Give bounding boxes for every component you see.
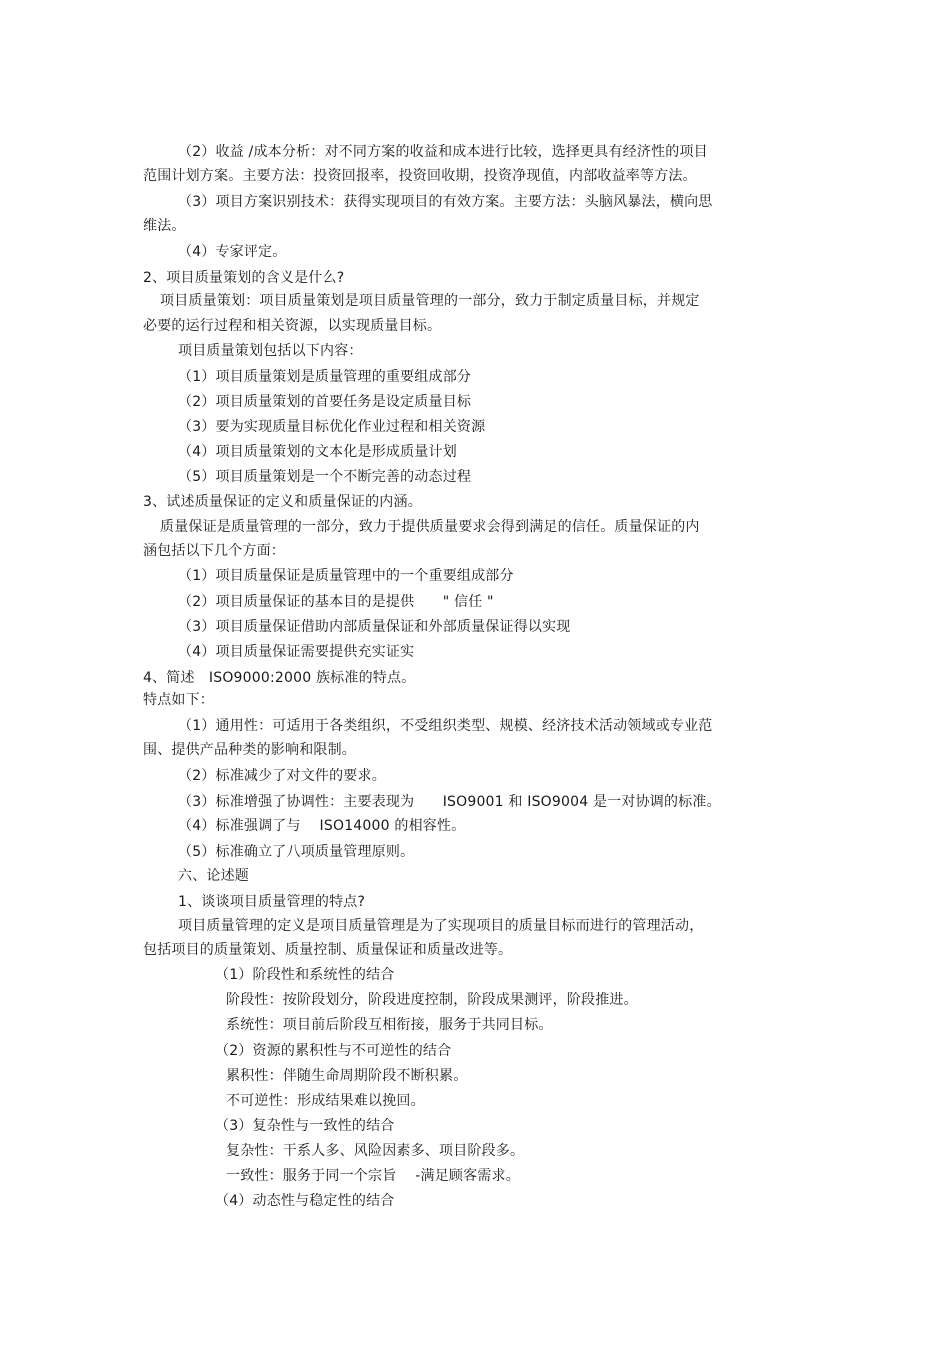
text-line: 围、提供产品种类的影响和限制。 bbox=[143, 742, 356, 758]
list-item: （3）复杂性与一致性的结合 bbox=[215, 1118, 395, 1134]
list-item: （5）标准确立了八项质量管理原则。 bbox=[178, 844, 415, 860]
text-line: 维法。 bbox=[143, 218, 186, 234]
text-line: 必要的运行过程和相关资源，以实现质量目标。 bbox=[143, 318, 442, 334]
question-heading: 1、谈谈项目质量管理的特点? bbox=[178, 894, 366, 910]
list-item: （3）项目质量保证借助内部质量保证和外部质量保证得以实现 bbox=[178, 619, 571, 635]
text-line: 不可逆性：形成结果难以挽回。 bbox=[226, 1093, 425, 1109]
question-heading: 2、项目质量策划的含义是什么? bbox=[143, 270, 345, 286]
list-item: （4）标准强调了与 ISO14000 的相容性。 bbox=[178, 818, 466, 834]
text-line: 范围计划方案。主要方法：投资回报率，投资回收期，投资净现值，内部收益率等方法。 bbox=[143, 168, 697, 184]
text-line: 一致性：服务于同一个宗旨 -满足顾客需求。 bbox=[226, 1168, 520, 1184]
list-item: （2）项目质量保证的基本目的是提供 " 信任 " bbox=[178, 594, 494, 610]
list-item: （1）阶段性和系统性的结合 bbox=[215, 967, 395, 983]
list-item: （5）项目质量策划是一个不断完善的动态过程 bbox=[178, 469, 472, 485]
text-line: 质量保证是质量管理的一部分，致力于提供质量要求会得到满足的信任。质量保证的内 bbox=[160, 519, 700, 535]
text-line: （3）项目方案识别技术：获得实现项目的有效方案。主要方法：头脑风暴法，横向思 bbox=[178, 194, 713, 210]
text-line: 系统性：项目前后阶段互相衔接，服务于共同目标。 bbox=[226, 1017, 553, 1033]
text-line: （2）收益 /成本分析：对不同方案的收益和成本进行比较，选择更具有经济性的项目 bbox=[178, 144, 708, 160]
list-item: （1）项目质量保证是质量管理中的一个重要组成部分 bbox=[178, 568, 514, 584]
list-item: （4）动态性与稳定性的结合 bbox=[215, 1193, 395, 1209]
list-item: （4）项目质量策划的文本化是形成质量计划 bbox=[178, 444, 457, 460]
text-line: 项目质量策划包括以下内容： bbox=[178, 343, 363, 359]
list-item: （3）标准增强了协调性：主要表现为 ISO9001 和 ISO9004 是一对协调的标准。 bbox=[178, 794, 721, 810]
text-line: 涵包括以下几个方面： bbox=[143, 543, 285, 559]
question-heading: 3、试述质量保证的定义和质量保证的内涵。 bbox=[143, 494, 422, 510]
list-item: （3）要为实现质量目标优化作业过程和相关资源 bbox=[178, 419, 486, 435]
text-line: 复杂性：干系人多、风险因素多、项目阶段多。 bbox=[226, 1143, 525, 1159]
list-item: （2）标准减少了对文件的要求。 bbox=[178, 768, 386, 784]
list-item: （4）项目质量保证需要提供充实证实 bbox=[178, 644, 415, 660]
list-item: （2）资源的累积性与不可逆性的结合 bbox=[215, 1043, 452, 1059]
question-heading: 4、简述 ISO9000:2000 族标准的特点。 bbox=[143, 670, 416, 686]
text-line: （4）专家评定。 bbox=[178, 244, 287, 260]
text-line: 项目质量策划：项目质量策划是项目质量管理的一部分，致力于制定质量目标，并规定 bbox=[160, 293, 700, 309]
text-line: 项目质量管理的定义是项目质量管理是为了实现项目的质量目标而进行的管理活动， bbox=[178, 918, 704, 934]
text-line: 阶段性：按阶段划分，阶段进度控制，阶段成果测评，阶段推进。 bbox=[226, 992, 638, 1008]
list-item: （2）项目质量策划的首要任务是设定质量目标 bbox=[178, 394, 472, 410]
list-item: （1）通用性：可适用于各类组织，不受组织类型、规模、经济技术活动领域或专业范 bbox=[178, 718, 713, 734]
section-heading: 六、论述题 bbox=[178, 868, 249, 884]
text-line: 特点如下： bbox=[143, 692, 214, 708]
text-line: 包括项目的质量策划、质量控制、质量保证和质量改进等。 bbox=[143, 942, 513, 958]
list-item: （1）项目质量策划是质量管理的重要组成部分 bbox=[178, 369, 472, 385]
text-line: 累积性：伴随生命周期阶段不断积累。 bbox=[226, 1068, 468, 1084]
